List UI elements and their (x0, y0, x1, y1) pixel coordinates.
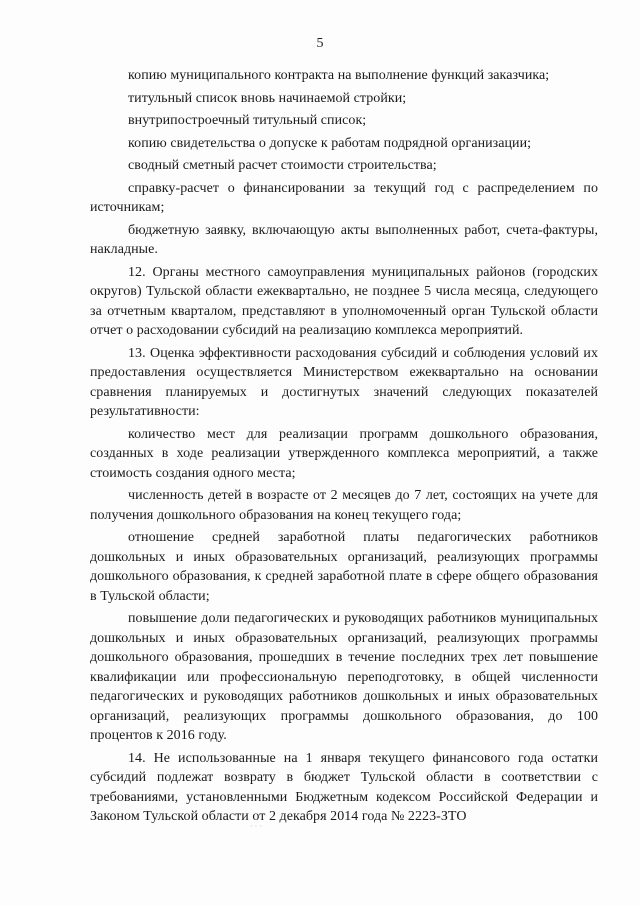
list-item-certificate-copy: копию свидетельства о допуске к работам подрядной организации; (128, 135, 532, 151)
list-item-contract-copy: копию муниципального контракта на выполнение функций заказчика; (128, 68, 550, 83)
scan-artifact: · · · (250, 822, 262, 831)
indicator-qualification: повышение доли педагогических и руководящих работников муниципальных дошкольных и иных образовательных организаций, реализующих программы дошкольного образования, прошедших в течение последних трех лет повышение квалификации или профессиональную переподготовку, в общей численности педагогических и руководящих работников дошкольных и иных образовательных организаций, реализующих программы дошкольного образования, до 100 процентов к 2016 году. (90, 611, 598, 743)
paragraph-14: 14. Не использованные на 1 января текущего финансового года остатки субсидий подлежат возврату в бюджет Тульской области в соответствии с требованиями, установленными Бюджетным кодексом Российской Федерации и Законом Тульской области от 2 декабря 2014 года № 2223-ЗТО (90, 750, 598, 824)
indicator-children: численность детей в возрасте от 2 месяцев до 7 лет, состоящих на учете для получения дошкольного образования на конец текущего года; (90, 488, 598, 523)
list-item-title-list-new: титульный список вновь начинаемой стройки; (128, 90, 407, 106)
list-item-budget-request: бюджетную заявку, включающую акты выполненных работ, счета-фактуры, накладные. (90, 222, 598, 257)
document-body (90, 66, 598, 830)
indicator-salary-ratio: отношение средней заработной платы педагогических работников дошкольных и иных образовательных организаций, реализующих программы дошкольного образования, к средней заработной плате в сфере общего образования в Тульской области; (90, 530, 598, 604)
list-item-title-list-internal: внутрипостроечный титульный список; (128, 113, 367, 128)
indicator-places: количество мест для реализации программ дошкольного образования, созданных в ходе реализации утвержденного комплекса мероприятий, а также стоимость создания одного места; (90, 426, 598, 481)
paragraph-13: 13. Оценка эффективности расходования субсидий и соблюдения условий их предоставления осуществляется Министерством ежеквартально на основании сравнения планируемых и достигнутых значений следующих показателей результативности: (90, 345, 598, 419)
list-item-financing-report: справку-расчет о финансировании за текущий год с распределением по источникам; (90, 180, 598, 215)
list-item-estimate: сводный сметный расчет стоимости строительства; (128, 158, 437, 173)
paragraph-12: 12. Органы местного самоуправления муниципальных районов (городских округов) Тульской области ежеквартально, не позднее 5 числа месяца, следующего за отчетным кварталом, представляют в уполномоченный орган Тульской области отчет о расходовании субсидий на реализацию комплекса мероприятий. (90, 264, 598, 338)
page-number: 5 (316, 36, 324, 51)
